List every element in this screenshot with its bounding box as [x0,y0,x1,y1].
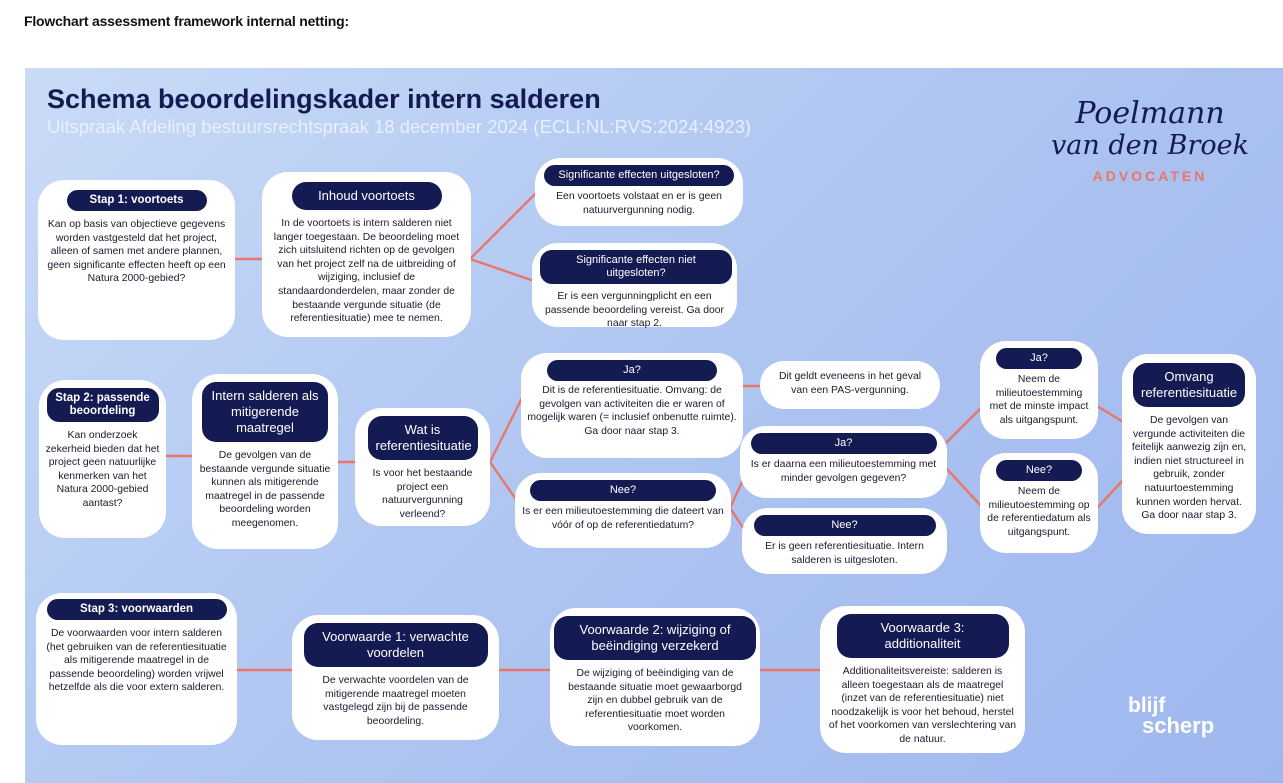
card-wat-text: Is voor het bestaande project een natuurvergunning verleend? [372,468,473,520]
flowchart-panel [25,68,1283,783]
card-nee3-text: Neem de milieutoestemming op de referentiedatum als uitgangspunt. [987,486,1091,538]
card-sig-excl [535,158,743,226]
card-ja1-title: Ja? [547,360,717,381]
card-wat-referentiesituatie [355,408,490,526]
card-ja1-text: Dit is de referentiesituatie. Omvang: de gevolgen van activiteiten die er waren of mogelijk waren (= inclusief onbenutte ruimte). Ga door naar stap 3. [527,385,737,437]
card-nee1-text: Is er een milieutoestemming die dateert van vóór of op de referentiedatum? [522,506,724,531]
brand-line2: van den Broek [1051,130,1249,161]
connector-nee3-omvang [1097,478,1125,508]
card-step1-title: Stap 1: voortoets [67,190,207,211]
card-nee2-text: Er is geen referentiesituatie. Intern salderen is uitgesloten. [765,541,924,566]
card-inhoud-title: Inhoud voortoets [292,182,442,210]
card-inhoud-text: In de voortoets is intern salderen niet langer toegestaan. De beoordeling moet zich uitsluitend richten op de gevolgen van het project zelf na de uitbreiding of wijziging, inclusief de standaardonderdelen, maar zonder de bestaande vergunde situatie (de referentiesituatie) mee te nemen. [273,218,460,325]
card-pas [760,361,940,409]
card-voorw2-text: De wijziging of beëindiging van de bestaande situatie moet gewaarborgd zijn en dubbel gebruik van de referentiesituatie moet worden voorkomen. [568,668,742,734]
page-caption: Flowchart assessment framework internal netting: [24,13,349,29]
card-ja2-title: Ja? [751,433,937,454]
card-ja3-text: Neem de milieutoestemming met de minste impact als uitgangspunt. [989,374,1089,426]
card-nee1-title: Nee? [530,480,716,501]
card-step1-text: Kan op basis van objectieve gegevens worden vastgesteld dat het project, alleen of samen met andere plannen, geen significante effecten heeft op een Natura 2000-gebied? [47,219,226,285]
brand-sub: ADVOCATEN [1092,168,1208,184]
card-step2-title: Stap 2: passende beoordeling [47,388,159,422]
connector-ja3-omvang [1097,406,1125,423]
card-step2-text: Kan onderzoek zekerheid bieden dat het project geen natuurlijke kenmerken van het Natura 2000-gebied aantast? [45,430,160,509]
card-intern-text: De gevolgen van de bestaande vergunde situatie kunnen als mitigerende maatregel in de passende beoordeling worden meegenomen. [199,450,331,529]
card-intern-salderen [192,374,338,549]
card-intern-title: Intern salderen als mitigerende maatregel [202,382,328,442]
card-ja2 [740,426,947,498]
blijf-scherp-logo [1128,696,1214,736]
card-nee3 [980,453,1098,553]
card-voorw2-title: Voorwaarde 2: wijziging of beëindiging verzekerd [554,616,756,660]
connector-ja2-nee3 [946,468,983,508]
card-omvang-text: De gevolgen van vergunde activiteiten die feitelijk aanwezig zijn en, indien niet structureel in gebruik, zonder natuurtoestemming kunnen worden hervat. Ga door naar stap 3. [1131,415,1247,522]
card-wat-title: Wat is referentiesituatie [368,416,478,460]
brand-logo [1035,98,1265,184]
card-nee1 [515,473,731,548]
card-omvang [1122,354,1256,534]
card-voorw1-title: Voorwaarde 1: verwachte voordelen [304,623,488,667]
card-step3-title: Stap 3: voorwaarden [47,599,227,620]
card-step2 [39,380,166,538]
card-step3-text: De voorwaarden voor intern salderen (het gebruiken van de referentiesituatie als mitigerende maatregel in de passende beoordeling) worden vrijwel hetzelfde als die voor extern salderen. [46,628,227,694]
card-sig-excl-text: Een voortoets volstaat en er is geen natuurvergunning nodig. [556,191,722,216]
card-ja1 [521,353,743,458]
card-ja3-title: Ja? [996,348,1082,369]
card-voorwaarde-2 [550,608,760,746]
card-voorwaarde-1 [292,615,499,740]
card-voorwaarde-3 [820,606,1025,753]
card-sig-excl-title: Significante effecten uitgesloten? [544,165,734,186]
diagram-title: Schema beoordelingskader intern salderen [47,84,601,114]
card-nee2-title: Nee? [754,515,936,536]
card-voorw1-text: De verwachte voordelen van de mitigerende maatregel moeten vastgelegd zijn bij de passende beoordeling. [322,675,469,727]
card-step1 [38,180,235,340]
card-pas-text: Dit geldt eveneens in het geval van een PAS-vergunning. [778,371,922,396]
card-nee2 [742,508,947,574]
card-inhoud-voortoets [262,172,471,337]
connector-inhoud-sigexcl [470,192,537,259]
card-voorw3-text: Additionaliteitsvereiste: salderen is alleen toegestaan als de maatregel (inzet van de referentiesituatie) niet noodzakelijk is voor het behoud, herstel of het voorkomen van verslechtering van de natuur. [828,666,1017,745]
card-ja3 [980,341,1098,439]
blijf-scherp-line2: scherp [1142,713,1215,738]
card-nee3-title: Nee? [996,460,1082,481]
connector-ja2-ja3 [946,406,983,443]
card-step3 [36,593,237,745]
connector-inhoud-signotexcl [470,259,537,282]
brand-line1: Poelmann [1075,96,1225,131]
card-omvang-title: Omvang referentiesituatie [1133,363,1245,407]
blijf-scherp-line1: blijf [1128,694,1166,717]
card-ja2-text: Is er daarna een milieutoestemming met minder gevolgen gegeven? [750,459,937,484]
connector-wat-ja1 [490,398,522,462]
card-sig-not-excl [532,243,737,330]
card-sig-not-excl-text: Er is een vergunningplicht en een passende beoordeling vereist. Ga door naar stap 2. [544,291,725,330]
diagram-subtitle: Uitspraak Afdeling bestuursrechtspraak 18 december 2024 (ECLI:NL:RVS:2024:4923) [47,116,752,137]
card-voorw3-title: Voorwaarde 3: additionaliteit [837,614,1009,658]
card-sig-not-excl-title: Significante effecten niet uitgesloten? [540,250,732,284]
